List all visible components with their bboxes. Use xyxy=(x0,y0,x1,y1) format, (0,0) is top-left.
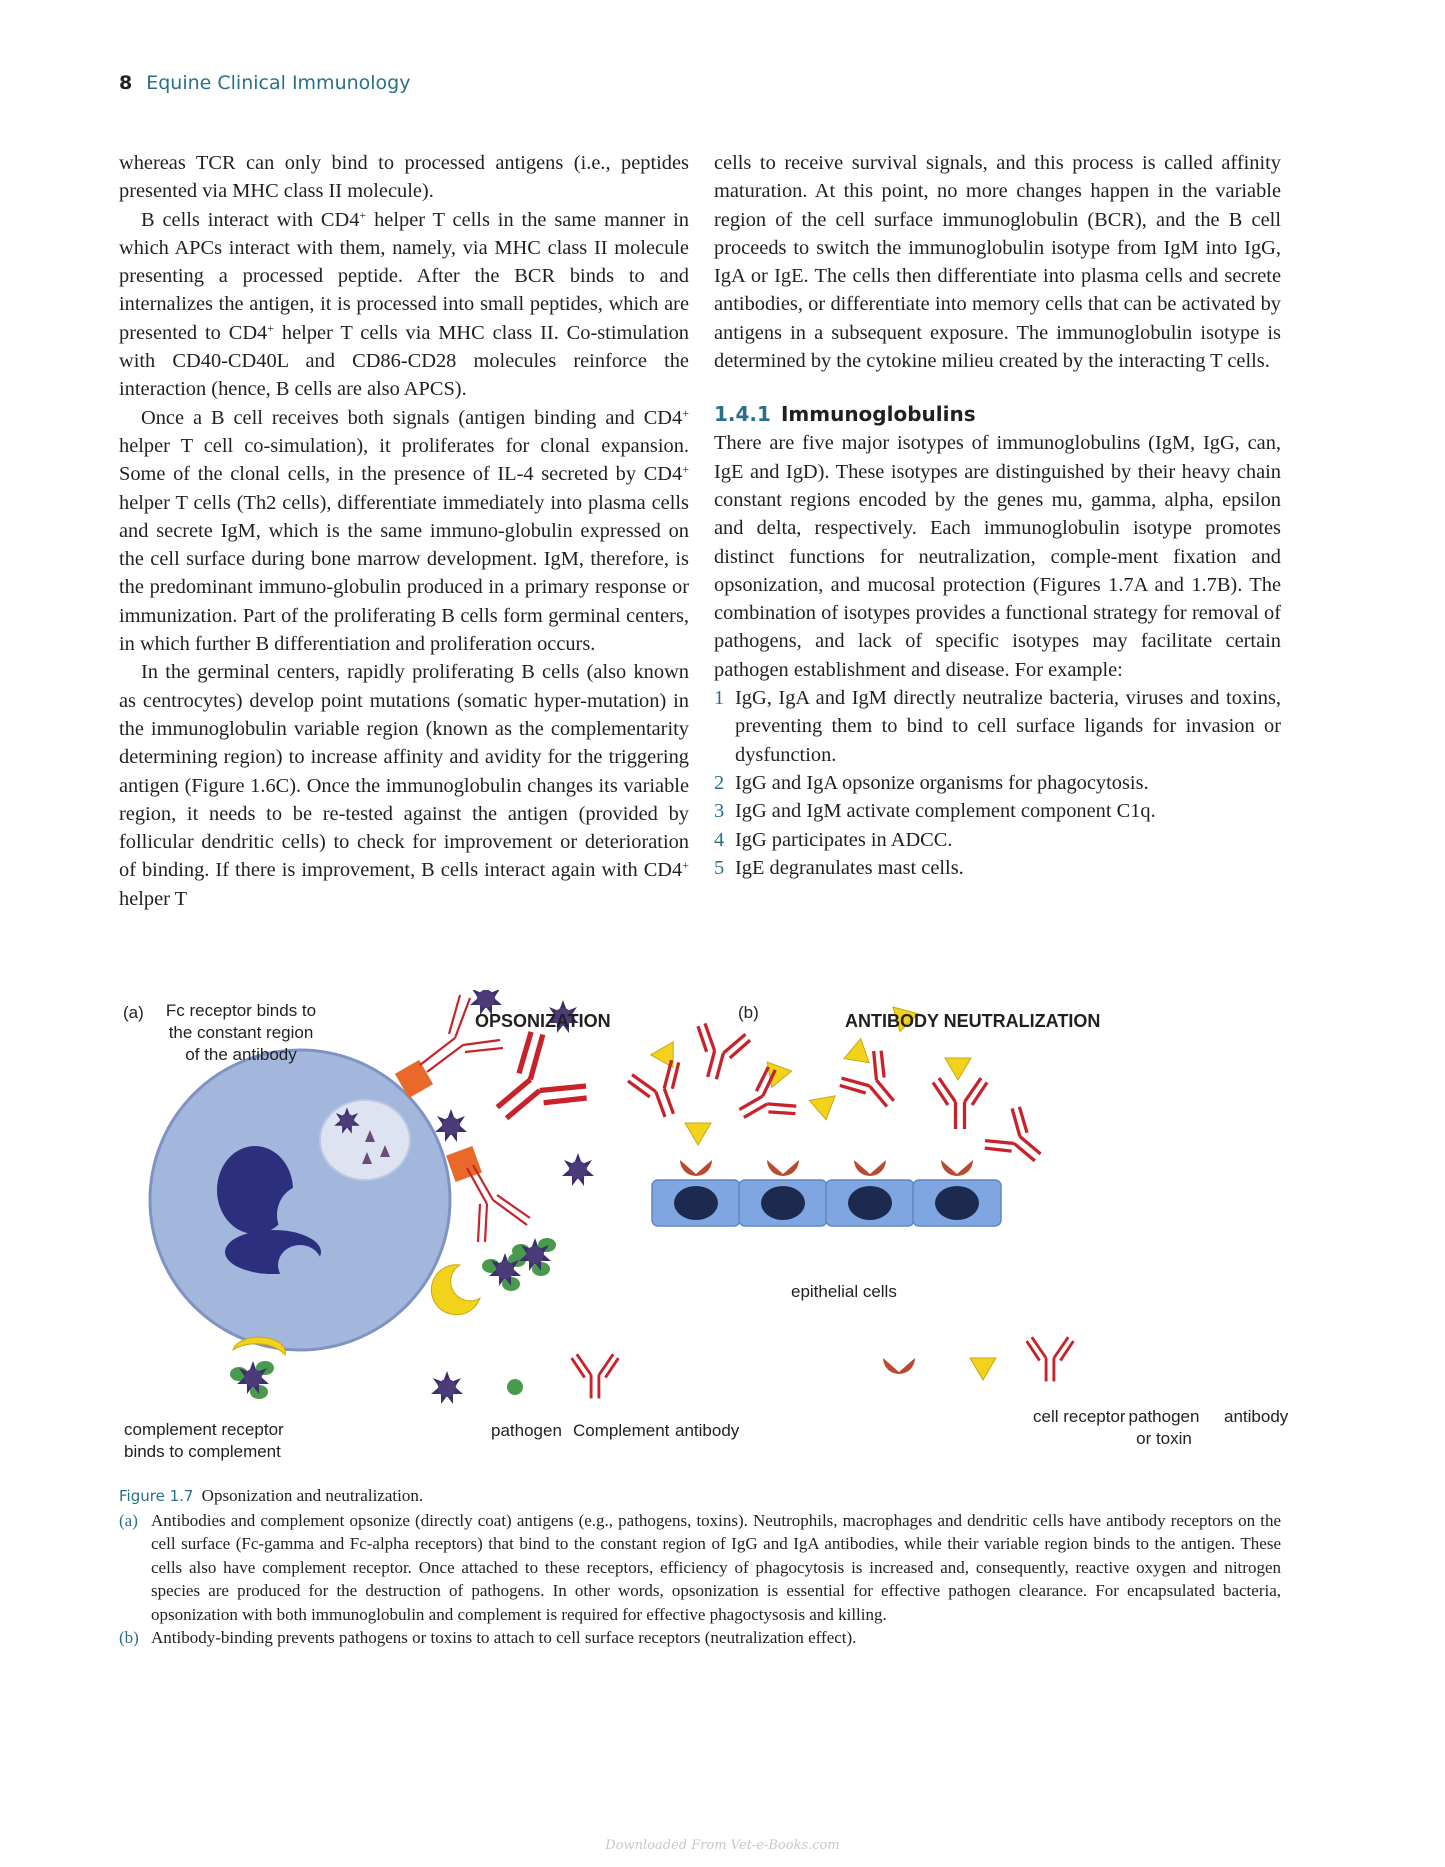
complement-receptor xyxy=(431,1265,480,1315)
legend-antibody: antibody xyxy=(675,1421,740,1440)
phagosome xyxy=(320,1100,410,1180)
panel-b-letter: (b) xyxy=(738,1003,759,1022)
section-heading xyxy=(714,399,1281,429)
left-column xyxy=(119,149,689,913)
caption-item: (a) Antibodies and complement opsonize (directly coat) antigens (e.g., pathogens, toxins). Neutrophils, macrophages and dendritic cells have antibody receptors on the cell surface (Fc-gamma and Fc-alpha receptors) that bind to the constant region of IgG and IgA antibodies, while their variable region binds to the antigen. These cells also have complement receptor. Once attached to these receptors, efficiency of phagocytosis is increased and, consequently, reactive oxygen and nitrogen species are produced for the destruction of pathogens. In other words, opsonization is essential for effective pathogen clearance. For encapsulated bacteria, opsonization with both immunoglobulin and complement is required for effective phagoctysosis and killing. xyxy=(119,1510,1281,1624)
paragraph: whereas TCR can only bind to processed antigens (i.e., peptides presented via MHC class II molecule). xyxy=(119,152,689,203)
numbered-list xyxy=(714,684,1281,882)
epithelial-label: epithelial cells xyxy=(791,1282,897,1301)
list-item: 5 IgE degranulates mast cells. xyxy=(714,856,964,879)
fc-receptor-label: Fc receptor binds to the constant region of the antibody xyxy=(165,1001,317,1064)
legend-cell-receptor: cell receptor xyxy=(1033,1407,1126,1426)
panel-b-title: ANTIBODY NEUTRALIZATION xyxy=(845,1011,1101,1031)
section-title: Immunoglobulins xyxy=(780,402,976,427)
paragraph: Once a B cell receives both signals (antigen binding and CD4+ helper T cell co-simulation), it proliferates for clonal expansion. Some of the clonal cells, in the presence of IL-4 secreted by CD4+ helper T cells (Th2 cells), differentiate immediately into plasma cells and secrete IgM, which is the same immuno-globulin expressed on the cell surface during bone marrow development. IgM, therefore, is the predominant immuno-globulin produced in a primary response or immunization. Part of the proliferating B cells form germinal centers, in which further B differentiation and proliferation occurs. xyxy=(119,405,689,656)
running-header xyxy=(119,72,410,94)
panel-a-title: OPSONIZATION xyxy=(475,1011,611,1031)
legend-pathogen: pathogen xyxy=(491,1421,562,1440)
legend-antibody-b: antibody xyxy=(1224,1407,1289,1426)
paragraph: In the germinal centers, rapidly proliferating B cells (also known as centrocytes) develop point mutations (somatic hyper-mutation) in the immunoglobulin variable region (known as the complementarity determining region) to increase affinity and avidity for the triggering antigen (Figure 1.6C). Once the immunoglobulin changes its variable region, it needs to be re-tested against the antigen (provided by follicular dendritic cells) to check for improvement or deterioration of binding. If there is improvement, B cells interact again with CD4+ helper T xyxy=(119,661,689,910)
epithelial-layer xyxy=(652,1160,1001,1226)
figure-caption xyxy=(119,1484,1281,1650)
download-watermark: Downloaded From Vet-e-Books.com xyxy=(605,1838,840,1853)
caption-item: (b) Antibody-binding prevents pathogens or toxins to attach to cell surface receptors (neutralization effect). xyxy=(119,1628,857,1647)
legend-pathogen-toxin: pathogen or toxin xyxy=(1128,1407,1200,1448)
paragraph: cells to receive survival signals, and this process is called affinity maturation. At this point, no more changes happen in the variable region of the cell surface immunoglobulin (BCR), and the B cell proceeds to switch the immunoglobulin isotype from IgM into IgG, IgA or IgE. The cells then differentiate into plasma cells and secrete antibodies, or differentiate into memory cells that can be activated by antigens in a subsequent exposure. The immunoglobulin isotype is determined by the cytokine milieu created by the interacting T cells. xyxy=(714,152,1281,373)
list-item: 1 IgG, IgA and IgM directly neutralize bacteria, viruses and toxins, preventing them to bind to cell surface ligands for invasion or dysfunction. xyxy=(714,687,1281,766)
complement-receptor-label: complement receptor binds to complement xyxy=(124,1420,284,1461)
list-item: 3 IgG and IgM activate complement component C1q. xyxy=(714,800,1156,823)
legend-complement: Complement xyxy=(573,1421,670,1440)
panel-a-letter: (a) xyxy=(123,1003,144,1022)
paragraph: There are five major isotypes of immunoglobulins (IgM, IgG, can, IgE and IgD). These isotypes are distinguished by their heavy chain constant regions encoded by the genes mu, gamma, alpha, epsilon and delta, respectively. Each immunoglobulin isotype promotes distinct functions for neutralization, comple-ment fixation and opsonization, and mucosal protection (Figures 1.7A and 1.7B). The combination of isotypes provides a functional strategy for removal of pathogens, and lack of specific isotypes may facilitate certain pathogen establishment and disease. For example: xyxy=(714,432,1281,681)
paragraph: B cells interact with CD4+ helper T cells in the same manner in which APCs interact with them, namely, via MHC class II molecule presenting a processed peptide. After the BCR binds to and internalizes the antigen, it is processed into small peptides, which are presented to CD4+ helper T cells via MHC class II. Co-stimulation with CD40-CD40L and CD86-CD28 molecules reinforce the interaction (hence, B cells are also APCS). xyxy=(119,207,689,401)
section-number: 1.4.1 xyxy=(714,402,771,427)
fc-receptor xyxy=(446,1146,482,1182)
book-title: Equine Clinical Immunology xyxy=(146,72,411,94)
page-number: 8 xyxy=(119,72,133,94)
list-item: 2 IgG and IgA opsonize organisms for phagocytosis. xyxy=(714,771,1149,794)
list-item: 4 IgG participates in ADCC. xyxy=(714,828,953,851)
right-column xyxy=(714,149,1281,882)
figure-1-7 xyxy=(115,990,1295,1480)
caption-title: Figure 1.7 Opsonization and neutralization. xyxy=(119,1486,424,1505)
